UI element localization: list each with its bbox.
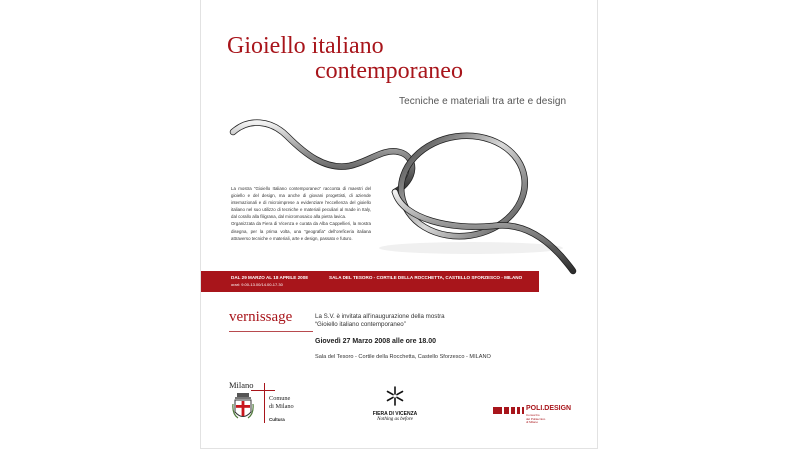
comune-di-milano-logo xyxy=(229,380,299,430)
comune-line-2: di Milano xyxy=(269,402,294,410)
fiera-name: FIERA DI VICENZA xyxy=(372,411,418,417)
milano-logo-horizontal-rule xyxy=(251,390,275,391)
title-line-2: contemporaneo xyxy=(315,58,463,84)
comune-di-milano-text xyxy=(269,395,294,410)
milano-wordmark: Milano xyxy=(229,380,254,390)
vernissage-divider xyxy=(229,331,313,332)
milano-logo-vertical-rule xyxy=(264,383,265,423)
polidesign-sub-line-3: di Milano xyxy=(526,420,539,425)
invite-line-1: La S.V. è invitata all'inaugurazione della mostra xyxy=(315,313,445,320)
polidesign-bars-icon xyxy=(493,406,525,415)
polidesign-sub-line-2: del Politecnico xyxy=(526,416,546,421)
polidesign-sub-line-1: Consorzio xyxy=(526,413,540,417)
polidesign-logo xyxy=(493,405,583,425)
exhibition-subtitle: Tecniche e materiali tra arte e design xyxy=(399,96,567,107)
cultura-label: Cultura xyxy=(269,417,285,422)
polidesign-subtitle xyxy=(526,414,545,425)
fiera-tagline: Nothing as before xyxy=(377,417,413,422)
exhibition-venue: SALA DEL TESORO - CORTILE DELLA ROCCHETTA, CASTELLO SFORZESCO - MILANO xyxy=(329,275,523,280)
invitation-text xyxy=(315,313,491,360)
polidesign-name: POLI.DESIGN xyxy=(526,405,572,412)
description-paragraph-2: Organizzata da Fiera di Vicenza e curata da Alba Cappellieri, la mostra disegna, per la prima volta, una “geografia” dell'oreficeria italiana attraverso tecniche e materiali, arte e design, passato e futuro. xyxy=(231,221,371,241)
vernissage-heading: vernissage xyxy=(229,309,293,325)
invite-line-2: “Gioiello italiano contemporaneo” xyxy=(315,321,406,328)
comune-line-1: Comune xyxy=(269,395,291,402)
opening-hours: orari: 9.00-13.00/14.00-17.30 xyxy=(231,282,283,287)
exhibition-description xyxy=(231,185,371,242)
starburst-icon xyxy=(385,386,405,406)
dates-band xyxy=(201,271,539,292)
title-line-1: Gioiello italiano xyxy=(227,33,384,59)
description-paragraph-1: La mostra “Gioiello Italiano contemporaneo” racconta di maestri del gioiello e del design, ma anche di giovani progettisti, di aziende internazionali e di microimprese a evidenziare l'eccellenza del gioiello italiano nel suo utilizzo di tecniche e materiali peculiari al made in Italy, dal corallo alla filigrana, dal micromosaico alla pietra lavica. xyxy=(231,186,371,220)
invitation-card xyxy=(200,0,598,449)
exhibition-title xyxy=(227,34,463,84)
fiera-di-vicenza-logo xyxy=(364,386,426,422)
exhibition-dates: DAL 29 MARZO AL 18 APRILE 2008 xyxy=(231,275,308,280)
vernissage-date: Giovedì 27 Marzo 2008 alle ore 18.00 xyxy=(315,338,437,345)
vernissage-place: Sala del Tesoro - Cortile della Rocchetta, Castello Sforzesco - MILANO xyxy=(315,354,491,360)
city-crest-icon xyxy=(232,392,254,422)
